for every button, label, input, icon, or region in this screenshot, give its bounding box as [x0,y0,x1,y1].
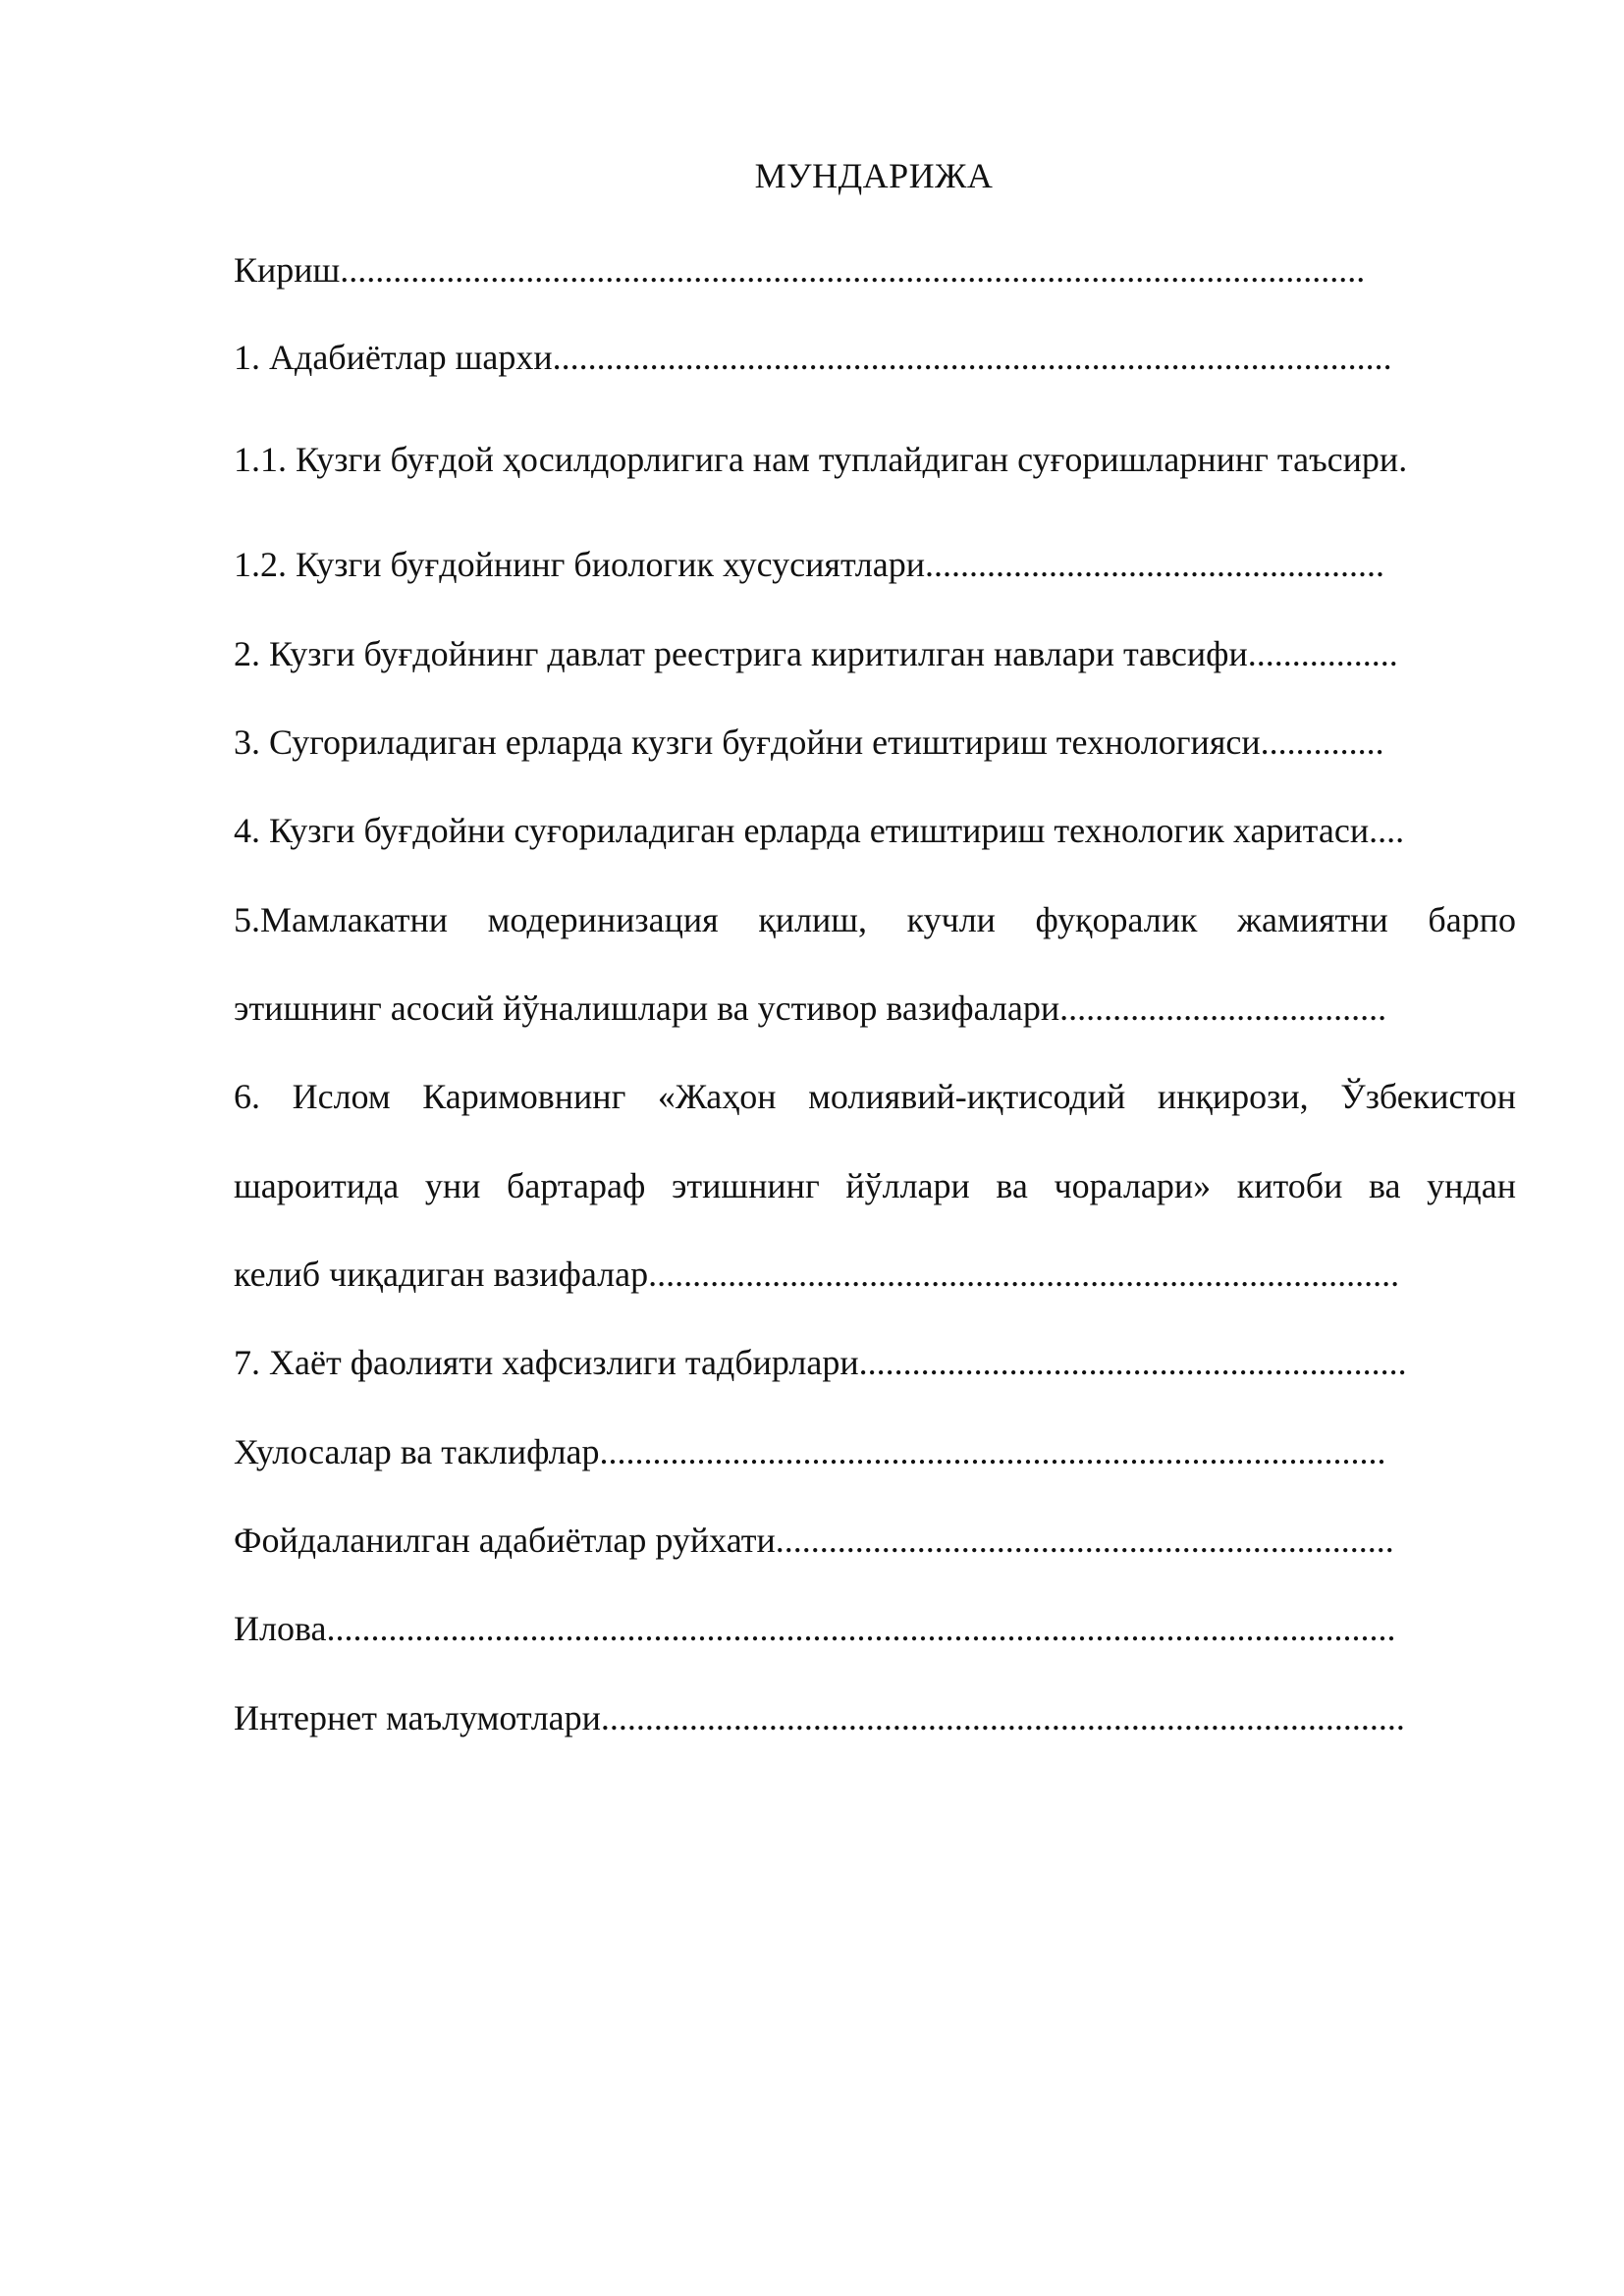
toc-entry-section-2: 2. Кузги буғдойнинг давлат реестрига киритилган навлари тавсифи................. [234,634,1398,673]
toc-entry-section-1-2: 1.2. Кузги буғдойнинг биологик хусусиятлари.................................................... [234,545,1384,584]
toc-entry-section-1-1: 1.1. Кузги буғдой ҳосилдорлигига нам туплайдиган суғоришларнинг таъсири. [234,440,1408,479]
toc-entry-section-5-line-1: 5.Мамлакатни модеринизация қилиш, кучли фуқоралик жамиятни барпо [234,900,1516,939]
toc-entry-section-5-line-2: этишнинг асосий йўналишлари ва устивор вазифалари..................................... [234,988,1387,1028]
toc-entry-section-6-line-3: келиб чиқадиган вазифалар..................................................................................... [234,1255,1400,1294]
toc-entry-internet-sources: Интернет маълумотлари........................................................................................... [234,1698,1405,1737]
toc-entry-introduction: Кириш.................................................................................................................... [234,250,1366,290]
toc-entry-conclusions: Хулосалар ва таклифлар......................................................................................... [234,1432,1386,1471]
toc-entry-literature-review: 1. Адабиётлар шархи............................................................................................... [234,338,1392,377]
toc-entry-section-7: 7. Хаёт фаолияти хафсизлиги тадбирлари.............................................................. [234,1343,1407,1382]
toc-entry-section-6-line-2: шароитида уни бартараф этишнинг йўллари ва чоралари» китоби ва ундан [234,1166,1516,1205]
toc-entry-references: Фойдаланилган адабиётлар руйхати...................................................................... [234,1521,1394,1560]
toc-entry-section-6-line-1: 6. Ислом Каримовнинг «Жаҳон молиявий-иқтисодий инқирози, Ўзбекистон [234,1077,1516,1116]
toc-entry-appendix: Илова......................................................................................................................... [234,1609,1396,1648]
toc-entry-section-4: 4. Кузги буғдойни суғориладиган ерларда етиштириш технологик харитаси.... [234,811,1405,850]
toc-entry-section-3: 3. Сугориладиган ерларда кузги буғдойни етиштириш технологияси.............. [234,722,1384,762]
document-title: МУНДАРИЖА [754,156,994,195]
